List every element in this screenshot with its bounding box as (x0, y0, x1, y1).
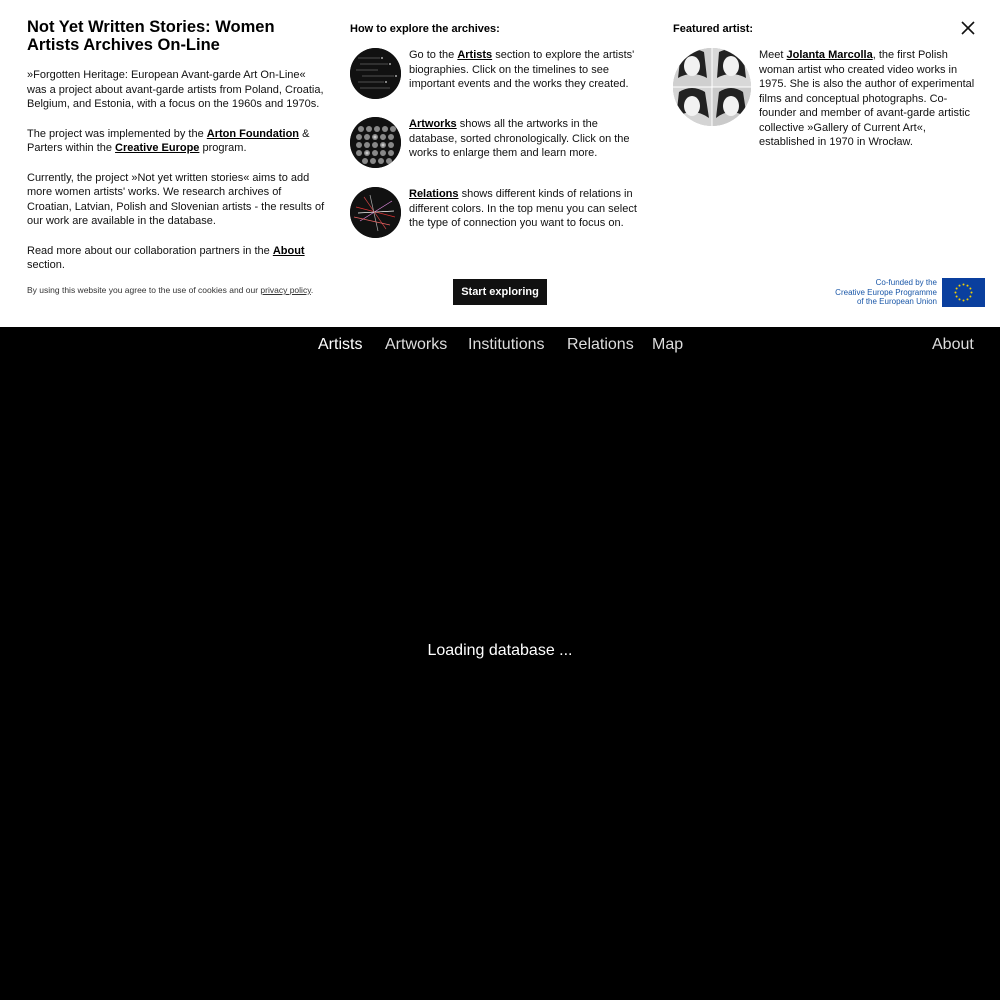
relations-link[interactable]: Relations (409, 188, 459, 200)
close-icon[interactable] (958, 18, 978, 38)
explore-heading: How to explore the archives: (350, 23, 500, 35)
loading-status: Loading database ... (427, 642, 573, 659)
creative-europe-link[interactable]: Creative Europe (115, 142, 200, 154)
explore-text: shows different kinds of relations in different colors. In the top menu you can select the type of connection you want to focus on. (409, 188, 637, 229)
explore-item-artworks (350, 117, 650, 169)
artworks-link[interactable]: Artworks (409, 118, 457, 130)
intro-text: The project was implemented by the (27, 127, 207, 140)
nav-map[interactable]: Map (652, 336, 684, 353)
featured-artist-photo[interactable] (673, 48, 751, 126)
intro-paragraph-1: »Forgotten Heritage: European Avant-garde Art On-Line« was a project about avant-garde artists from Poland, Croatia, Belgium, and Estonia, with a focus on the 1960s and 1970s. (27, 69, 324, 110)
intro-text: section. (27, 259, 65, 271)
explore-item-text (409, 117, 645, 161)
explore-item-text (409, 187, 645, 231)
intro-column (27, 18, 327, 288)
cookie-text: . (310, 285, 314, 295)
eu-logo-line: Co-funded by the (875, 278, 937, 287)
eu-logo-text (820, 278, 937, 307)
artists-link[interactable]: Artists (457, 49, 493, 61)
intro-panel (0, 0, 1000, 327)
explore-column (350, 23, 650, 229)
arton-foundation-link[interactable]: Arton Foundation (206, 127, 300, 140)
relations-thumbnail-icon[interactable] (350, 187, 401, 238)
privacy-policy-link[interactable]: privacy policy (260, 285, 311, 295)
featured-text: , the first Polish woman artist who created video works in 1975. She is also the author of experimental films and conceptual photographs. Co-founder and member of avant-garde artistic collective »Gallery of Current Art«, established in 1970 in Wrocław. (759, 49, 975, 148)
explore-text: Go to the (409, 49, 458, 61)
start-exploring-button[interactable]: Start exploring (453, 279, 547, 305)
explore-item-relations (350, 187, 650, 239)
intro-text: Read more about our collaboration partners in the (27, 244, 273, 257)
nav-artists[interactable]: Artists (318, 336, 363, 353)
explore-item-text (409, 48, 645, 92)
main-nav (0, 336, 1000, 358)
nav-relations[interactable]: Relations (567, 336, 634, 353)
eu-flag-icon (942, 278, 985, 307)
cookie-notice (27, 284, 327, 296)
eu-logo-line: of the European Union (856, 297, 937, 306)
explore-text: section to explore the artists' biographies. Click on the timelines to see important events and the works they created. (409, 49, 635, 90)
nav-institutions[interactable]: Institutions (468, 336, 545, 353)
eu-cofunded-logo (820, 277, 986, 308)
explore-item-artists (350, 48, 650, 100)
intro-text: & Parters within the (27, 127, 310, 154)
intro-paragraph-2 (27, 127, 327, 156)
nav-about[interactable]: About (932, 336, 974, 353)
artists-thumbnail-icon[interactable] (350, 48, 401, 99)
intro-text: program. (199, 142, 247, 154)
cookie-text: By using this website you agree to the use of cookies and our (27, 285, 261, 295)
explore-text: shows all the artworks in the database, sorted chronologically. Click on the works to enlarge them and learn more. (409, 118, 630, 159)
featured-text: Meet (759, 49, 787, 61)
page-title: Not Yet Written Stories: Women Artists Archives On-Line (27, 18, 275, 54)
intro-paragraph-4 (27, 244, 327, 273)
nav-artworks[interactable]: Artworks (385, 336, 448, 353)
artworks-thumbnail-icon[interactable] (350, 117, 401, 168)
featured-artist-link[interactable]: Jolanta Marcolla (786, 49, 873, 61)
eu-logo-line: Creative Europe Programme (835, 287, 937, 297)
featured-heading: Featured artist: (673, 23, 754, 35)
featured-column (673, 23, 978, 148)
featured-artist-text (759, 48, 975, 150)
intro-paragraph-3: Currently, the project »Not yet written stories« aims to add more women artists' works. We research archives of Croatian, Latvian, Polish and Slovenian artists - the results of our work are available in the database. (27, 171, 325, 227)
about-link[interactable]: About (272, 244, 305, 257)
